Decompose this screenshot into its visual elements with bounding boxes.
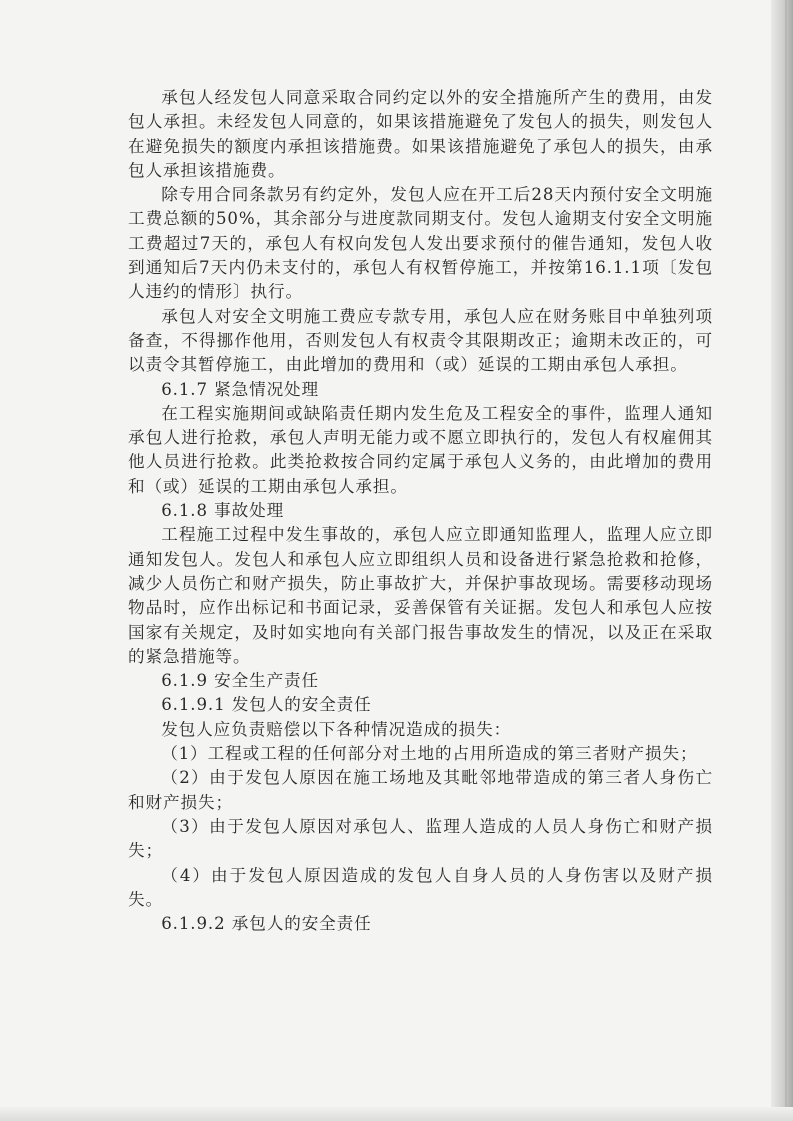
paragraph-employer-liability: 发包人应负责赔偿以下各种情况造成的损失： [161, 719, 512, 739]
list-item-1: （1）工程或工程的任何部分对土地的占用所造成的第三者财产损失； [161, 744, 698, 764]
paragraph-safety-fee-prepayment: 除专用合同条款另有约定外，发包人应在开工后28天内预付安全文明施工费总额的50%，其余部分与进度款同期支付。发包人逾期支付安全文明施工费超过7天的，承包人有权向发包人发出要求预付的催告通知，发包人收到通知后7天内仍未支付的，承包人有权暂停施工，并按第16.1.1项〔发包人违约的情形〕执行。 [128, 185, 713, 302]
list-item-4: （4）由于发包人原因造成的发包人自身人员的人身伤害以及财产损失。 [128, 865, 713, 909]
list-item-3: （3）由于发包人原因对承包人、监理人造成的人员人身伤亡和财产损失； [128, 816, 713, 861]
page-edge-line [785, 0, 787, 1121]
section-heading-accident: 6.1.8 事故处理 [161, 501, 285, 521]
paragraph-extra-safety-measures: 承包人经发包人同意采取合同约定以外的安全措施所产生的费用，由发包人承担。未经发包人同意的，如果该措施避免了发包人的损失，则发包人在避免损失的额度内承担该措施费。如果该措施避免了承包人的损失，由承包人承担该措施费。 [128, 88, 713, 180]
paragraph-safety-fee-use: 承包人对安全文明施工费应专款专用，承包人应在财务账目中单独列项备查，不得挪作他用，否则发包人有权责令其限期改正；逾期未改正的，可以责令其暂停施工，由此增加的费用和（或）延误的工期由承包人承担。 [128, 306, 713, 375]
page-bottom-shadow [0, 1107, 793, 1121]
paragraph-emergency: 在工程实施期间或缺陷责任期内发生危及工程安全的事件，监理人通知承包人进行抢救，承包人声明无能力或不愿立即执行的，发包人有权雇佣其他人员进行抢救。此类抢救按合同约定属于承包人义务的，由此增加的费用和（或）延误的工期由承包人承担。 [128, 403, 713, 496]
paragraph-accident: 工程施工过程中发生事故的，承包人应立即通知监理人，监理人应立即通知发包人。发包人和承包人应立即组织人员和设备进行紧急抢救和抢修，减少人员伤亡和财产损失，防止事故扩大，并保护事故现场。需要移动现场物品时，应作出标记和书面记录，妥善保管有关证据。发包人和承包人应按国家有关规定，及时如实地向有关部门报告事故发生的情况，以及正在采取的紧急措施等。 [128, 525, 713, 666]
list-item-2: （2）由于发包人原因在施工场地及其毗邻地带造成的第三者人身伤亡和财产损失； [128, 768, 713, 812]
page-edge-shadow [771, 0, 793, 1121]
subsection-heading-employer: 6.1.9.1 发包人的安全责任 [161, 695, 372, 715]
document-body [128, 86, 713, 936]
section-heading-emergency: 6.1.7 紧急情况处理 [161, 379, 320, 399]
section-heading-safety-responsibility: 6.1.9 安全生产责任 [161, 671, 320, 691]
subsection-heading-contractor: 6.1.9.2 承包人的安全责任 [161, 914, 372, 934]
